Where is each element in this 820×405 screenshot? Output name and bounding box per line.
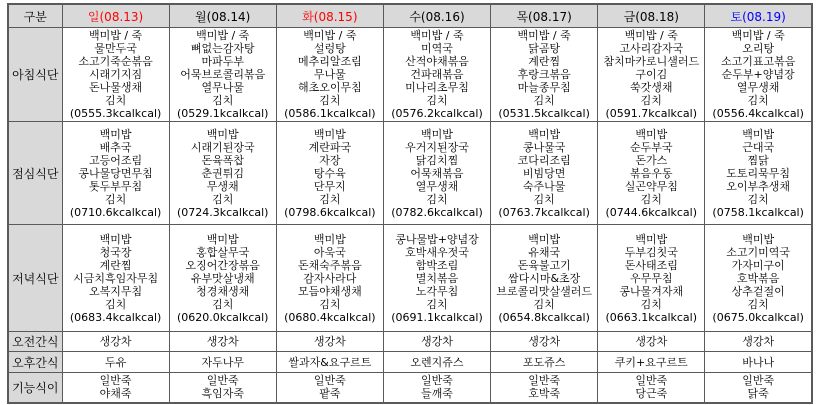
menu-line: 콩나물밥+양념장 <box>395 232 479 246</box>
menu-cell <box>705 225 812 332</box>
menu-line: 김치 <box>212 297 234 311</box>
menu-line: 백미밥 <box>99 232 132 246</box>
menu-line: 김치 <box>533 94 555 107</box>
menu-line: 춘권튀김 <box>201 166 244 180</box>
meal-row-functional <box>8 373 812 403</box>
menu-cell <box>598 28 705 122</box>
menu-line: 김치 <box>747 94 769 107</box>
menu-cell <box>62 373 169 403</box>
menu-cell <box>62 332 169 352</box>
menu-line: (0710.6kcalkcal) <box>69 205 162 219</box>
menu-line: (0556.4kcalkcal) <box>712 107 804 120</box>
menu-line: 시금치흑임자무침 <box>73 271 159 285</box>
menu-line: 백미밥 <box>528 127 561 141</box>
menu-cell <box>169 122 276 225</box>
menu-line: 백미밥 / 죽 <box>731 29 785 42</box>
menu-line: 백미밥 / 죽 <box>303 29 357 42</box>
menu-cell <box>169 373 276 403</box>
menu-line: 오징어간장볶음 <box>185 258 260 272</box>
menu-line: (0744.6kcalkcal) <box>605 205 698 219</box>
menu-line: 오렌지쥬스 <box>410 355 464 369</box>
menu-cell <box>705 373 812 403</box>
menu-line: 마파두부 <box>201 55 244 68</box>
menu-line: (0724.3kcalkcal) <box>176 205 269 219</box>
menu-line: 후랑크볶음 <box>517 68 571 81</box>
menu-cell <box>491 122 598 225</box>
menu-line: 생강차 <box>313 335 346 348</box>
menu-line: 호박볶음 <box>736 271 780 285</box>
day-header: 토(08.19) <box>705 4 812 28</box>
menu-cell <box>383 28 490 122</box>
menu-cell <box>276 225 383 332</box>
menu-line: 일반죽 <box>635 374 668 388</box>
menu-line: 돈채숙주볶음 <box>297 258 362 272</box>
menu-cell <box>62 352 169 373</box>
meal-row-dinner <box>8 225 812 332</box>
menu-line: 자두나무 <box>201 355 244 369</box>
menu-cell <box>62 225 169 332</box>
menu-cell <box>705 352 812 373</box>
menu-cell <box>169 28 276 122</box>
menu-cell <box>169 352 276 373</box>
menu-line: (0555.3kcalkcal) <box>69 107 162 120</box>
menu-line: 코다리조림 <box>517 153 571 167</box>
menu-cell <box>62 122 169 225</box>
menu-cell <box>598 225 705 332</box>
menu-line: 김치 <box>319 94 341 107</box>
menu-line: (0531.5kcalkcal) <box>498 107 590 120</box>
menu-cell <box>598 352 705 373</box>
menu-line: 근대국 <box>742 140 775 154</box>
menu-line: 소고기표고볶음 <box>720 55 796 68</box>
menu-line: 모듬야채생채 <box>297 284 362 298</box>
menu-line: 오이부추생채 <box>726 179 791 193</box>
menu-line: 청국장 <box>99 245 132 259</box>
menu-line: 김치 <box>747 297 769 311</box>
row-label: 저녁식단 <box>8 225 62 332</box>
menu-cell <box>491 352 598 373</box>
menu-line: 시래기지짐 <box>89 68 143 81</box>
menu-cell <box>383 373 490 403</box>
menu-line: 우무무침 <box>630 271 673 285</box>
menu-line: 닭죽 <box>747 387 769 401</box>
menu-line: 일반죽 <box>313 374 346 388</box>
menu-line: 물만두국 <box>94 42 137 55</box>
menu-line: 생강차 <box>421 335 453 348</box>
meal-row-am-snack <box>8 332 812 352</box>
menu-line: (0654.8kcalkcal) <box>498 310 590 324</box>
menu-cell <box>62 28 169 122</box>
menu-line: 도토리묵무침 <box>726 166 791 180</box>
menu-line: 김치 <box>212 94 234 107</box>
menu-cell <box>169 332 276 352</box>
corner-header: 구분 <box>8 4 62 28</box>
menu-line: 김치 <box>104 297 127 311</box>
menu-line: 돈육불고기 <box>517 258 571 272</box>
menu-line: 무생채 <box>206 179 239 193</box>
menu-line: 소고기죽순볶음 <box>78 55 153 68</box>
menu-line: 팥죽 <box>319 387 341 401</box>
menu-line: 호박죽 <box>528 387 561 401</box>
menu-cell <box>383 122 490 225</box>
meal-row-pm-snack <box>8 352 812 373</box>
menu-line: (0663.1kcalkcal) <box>605 310 698 324</box>
menu-line: 쌀과자&요구르트 <box>288 355 372 369</box>
menu-line: 백미밥 <box>313 232 346 246</box>
menu-line: 산적야채볶음 <box>405 55 469 68</box>
menu-cell <box>276 122 383 225</box>
menu-line: 김치 <box>426 192 448 206</box>
menu-line: 오리탕 <box>742 42 775 55</box>
menu-line: 무나물 <box>313 68 346 81</box>
menu-line: 열무생채 <box>736 81 780 94</box>
menu-line: 자장 <box>319 153 341 167</box>
menu-line: 들깨죽 <box>421 387 453 401</box>
meal-row-breakfast <box>8 28 812 122</box>
menu-line: 실곤약무침 <box>624 179 678 193</box>
menu-line: 김치 <box>212 192 234 206</box>
menu-line: 뼈없는감자탕 <box>190 42 255 55</box>
menu-line: 백미밥 <box>206 232 239 246</box>
menu-line: 백미밥 <box>528 232 561 246</box>
menu-cell <box>276 28 383 122</box>
row-label: 기능식이 <box>8 373 62 403</box>
menu-line: 볶음우동 <box>630 166 673 180</box>
menu-line: (0680.4kcalkcal) <box>284 310 376 324</box>
menu-cell <box>276 352 383 373</box>
menu-line: 열무생채 <box>415 179 459 193</box>
menu-line: 닭김치찜 <box>415 153 459 167</box>
menu-cell <box>169 225 276 332</box>
menu-line: 바나나 <box>742 355 775 369</box>
menu-line: 숙주나물 <box>522 179 566 193</box>
day-header: 목(08.17) <box>491 4 598 28</box>
menu-line: 메추리알조림 <box>297 55 362 68</box>
menu-cell <box>383 225 490 332</box>
menu-cell <box>491 225 598 332</box>
menu-line: (0576.2kcalkcal) <box>391 107 483 120</box>
menu-line: 김치 <box>104 192 127 206</box>
menu-line: 김치 <box>640 94 662 107</box>
menu-line: 닭곰탕 <box>528 42 561 55</box>
menu-line: 순두부국 <box>630 140 673 154</box>
menu-line: 멸치볶음 <box>415 271 459 285</box>
menu-line: (0675.0kcalkcal) <box>712 310 804 324</box>
menu-line: 소고기미역국 <box>726 245 791 259</box>
menu-line: 배추국 <box>99 140 132 154</box>
menu-line: 일반죽 <box>421 374 453 388</box>
menu-line: 톳두부무침 <box>89 179 143 193</box>
menu-line: 쿠키+요구르트 <box>614 355 688 369</box>
menu-cell <box>705 122 812 225</box>
menu-line: 콩나물국 <box>522 140 566 154</box>
menu-line: 호박새우젓국 <box>405 245 469 259</box>
menu-line: 우거지된장국 <box>405 140 469 154</box>
menu-cell <box>705 332 812 352</box>
menu-line: 흑임자죽 <box>201 387 244 401</box>
menu-line: 유부맛살냉채 <box>190 271 255 285</box>
menu-line: 시래기된장국 <box>190 140 255 154</box>
menu-line: 일반죽 <box>528 374 561 388</box>
menu-line: (0683.4kcalkcal) <box>69 310 162 324</box>
menu-line: 백미밥 / 죽 <box>517 29 571 42</box>
menu-line: 생강차 <box>528 335 561 348</box>
menu-line: (0782.6kcalkcal) <box>391 205 483 219</box>
menu-line: 계란찜 <box>528 55 561 68</box>
menu-line: 백미밥 / 죽 <box>88 29 143 42</box>
menu-line: 고등어조림 <box>89 153 143 167</box>
menu-line: 포도쥬스 <box>522 355 566 369</box>
day-header: 금(08.18) <box>598 4 705 28</box>
menu-line: 두유 <box>104 355 127 369</box>
row-label: 점심식단 <box>8 122 62 225</box>
menu-cell <box>598 332 705 352</box>
day-header: 수(08.16) <box>383 4 490 28</box>
menu-line: 백미밥 <box>421 127 453 141</box>
menu-line: 생강차 <box>742 335 775 348</box>
menu-line: 김치 <box>426 94 448 107</box>
menu-cell <box>491 28 598 122</box>
menu-cell <box>705 28 812 122</box>
menu-line: 백미밥 <box>742 127 775 141</box>
menu-line: 쌈다시마&초장 <box>507 271 581 285</box>
menu-line: 야채죽 <box>99 387 132 401</box>
menu-line: 노각무침 <box>415 284 459 298</box>
menu-line: 찜닭 <box>747 153 769 167</box>
menu-line: 계란파국 <box>308 140 352 154</box>
meal-row-lunch <box>8 122 812 225</box>
menu-line: 김치 <box>640 192 662 206</box>
menu-line: 두부김칫국 <box>624 245 678 259</box>
menu-line: 미역국 <box>421 42 453 55</box>
menu-line: 생강차 <box>99 335 132 348</box>
menu-line: (0620.0kcalkcal) <box>176 310 269 324</box>
menu-line: 가자미구이 <box>731 258 785 272</box>
menu-line: 브로콜리맛살샐러드 <box>496 284 592 298</box>
menu-cell <box>383 352 490 373</box>
menu-line: (0586.1kcalkcal) <box>284 107 376 120</box>
menu-line: 어묵채볶음 <box>410 166 464 180</box>
menu-line: 생강차 <box>635 335 668 348</box>
menu-line: 일반죽 <box>206 374 239 388</box>
menu-line: 김치 <box>104 94 127 107</box>
menu-line: 백미밥 <box>313 127 346 141</box>
header-row <box>8 4 812 28</box>
row-label: 오후간식 <box>8 352 62 373</box>
menu-line: 김치 <box>319 297 341 311</box>
menu-line: 단무지 <box>313 179 346 193</box>
menu-line: 설렁탕 <box>313 42 346 55</box>
menu-line: (0529.1kcalkcal) <box>176 107 269 120</box>
day-header: 일(08.13) <box>62 4 169 28</box>
menu-line: 백미밥 / 죽 <box>624 29 678 42</box>
menu-cell <box>276 332 383 352</box>
menu-line: 쑥갓생채 <box>630 81 673 94</box>
menu-line: 백미밥 / 죽 <box>410 29 464 42</box>
menu-line: 김치 <box>426 297 448 311</box>
menu-line: 백미밥 / 죽 <box>196 29 250 42</box>
menu-line: 돈사태조림 <box>624 258 678 272</box>
menu-line: 당근죽 <box>635 387 668 401</box>
menu-line: 함박조림 <box>415 258 459 272</box>
menu-line: 돈육폭찹 <box>201 153 244 167</box>
menu-line: 돈나물생채 <box>89 81 143 94</box>
menu-line: 열무나물 <box>201 81 244 94</box>
menu-line: 참치마카로니샐러드 <box>603 55 700 68</box>
menu-line: 일반죽 <box>99 374 132 388</box>
menu-line: 콩나물당면무침 <box>78 166 153 180</box>
menu-line: 어묵브로콜리볶음 <box>180 68 266 81</box>
menu-line: 미나리초무침 <box>405 81 469 94</box>
menu-line: 상추겉절이 <box>731 284 785 298</box>
menu-line: 아욱국 <box>313 245 346 259</box>
menu-line: 탕수육 <box>313 166 346 180</box>
menu-cell <box>598 373 705 403</box>
row-label: 오전간식 <box>8 332 62 352</box>
menu-line: 일반죽 <box>742 374 775 388</box>
menu-line: 김치 <box>319 192 341 206</box>
menu-line: 백미밥 <box>99 127 132 141</box>
menu-line: 구이김 <box>635 68 668 81</box>
menu-cell <box>491 332 598 352</box>
menu-line: 김치 <box>747 192 769 206</box>
day-header: 화(08.15) <box>276 4 383 28</box>
menu-line: (0758.1kcalkcal) <box>712 205 804 219</box>
menu-line: 청경채생채 <box>196 284 250 298</box>
menu-line: 백미밥 <box>635 232 668 246</box>
menu-line: (0763.7kcalkcal) <box>498 205 590 219</box>
menu-line: 고사리감자국 <box>619 42 684 55</box>
menu-line: 김치 <box>640 297 662 311</box>
menu-cell <box>598 122 705 225</box>
menu-line: 유채국 <box>528 245 561 259</box>
menu-line: 돈가스 <box>635 153 668 167</box>
menu-line: (0691.1kcalkcal) <box>391 310 483 324</box>
menu-line: 계란찜 <box>99 258 132 272</box>
menu-line: 콩나물겨자채 <box>619 284 684 298</box>
menu-line: 홍합살무국 <box>196 245 250 259</box>
row-label: 아침식단 <box>8 28 62 122</box>
menu-line: 백미밥 <box>206 127 239 141</box>
menu-line: 백미밥 <box>635 127 668 141</box>
menu-line: 김치 <box>533 297 555 311</box>
menu-cell <box>383 332 490 352</box>
menu-line: 해초오이무침 <box>297 81 362 94</box>
meal-plan-table <box>7 3 813 404</box>
menu-line: 생강차 <box>206 335 239 348</box>
menu-line: 김치 <box>533 192 555 206</box>
menu-cell <box>276 373 383 403</box>
menu-line: (0591.7kcalkcal) <box>605 107 698 120</box>
day-header: 월(08.14) <box>169 4 276 28</box>
menu-line: 비빔당면 <box>522 166 566 180</box>
menu-line: 백미밥 <box>742 232 775 246</box>
menu-line: 마늘종무침 <box>517 81 571 94</box>
menu-cell <box>491 373 598 403</box>
menu-line: 건파래볶음 <box>410 68 464 81</box>
menu-line: 감자사라다 <box>303 271 357 285</box>
menu-line: (0798.6kcalkcal) <box>284 205 376 219</box>
menu-line: 순두부+양념장 <box>721 68 795 81</box>
menu-line: 오복지무침 <box>89 284 143 298</box>
